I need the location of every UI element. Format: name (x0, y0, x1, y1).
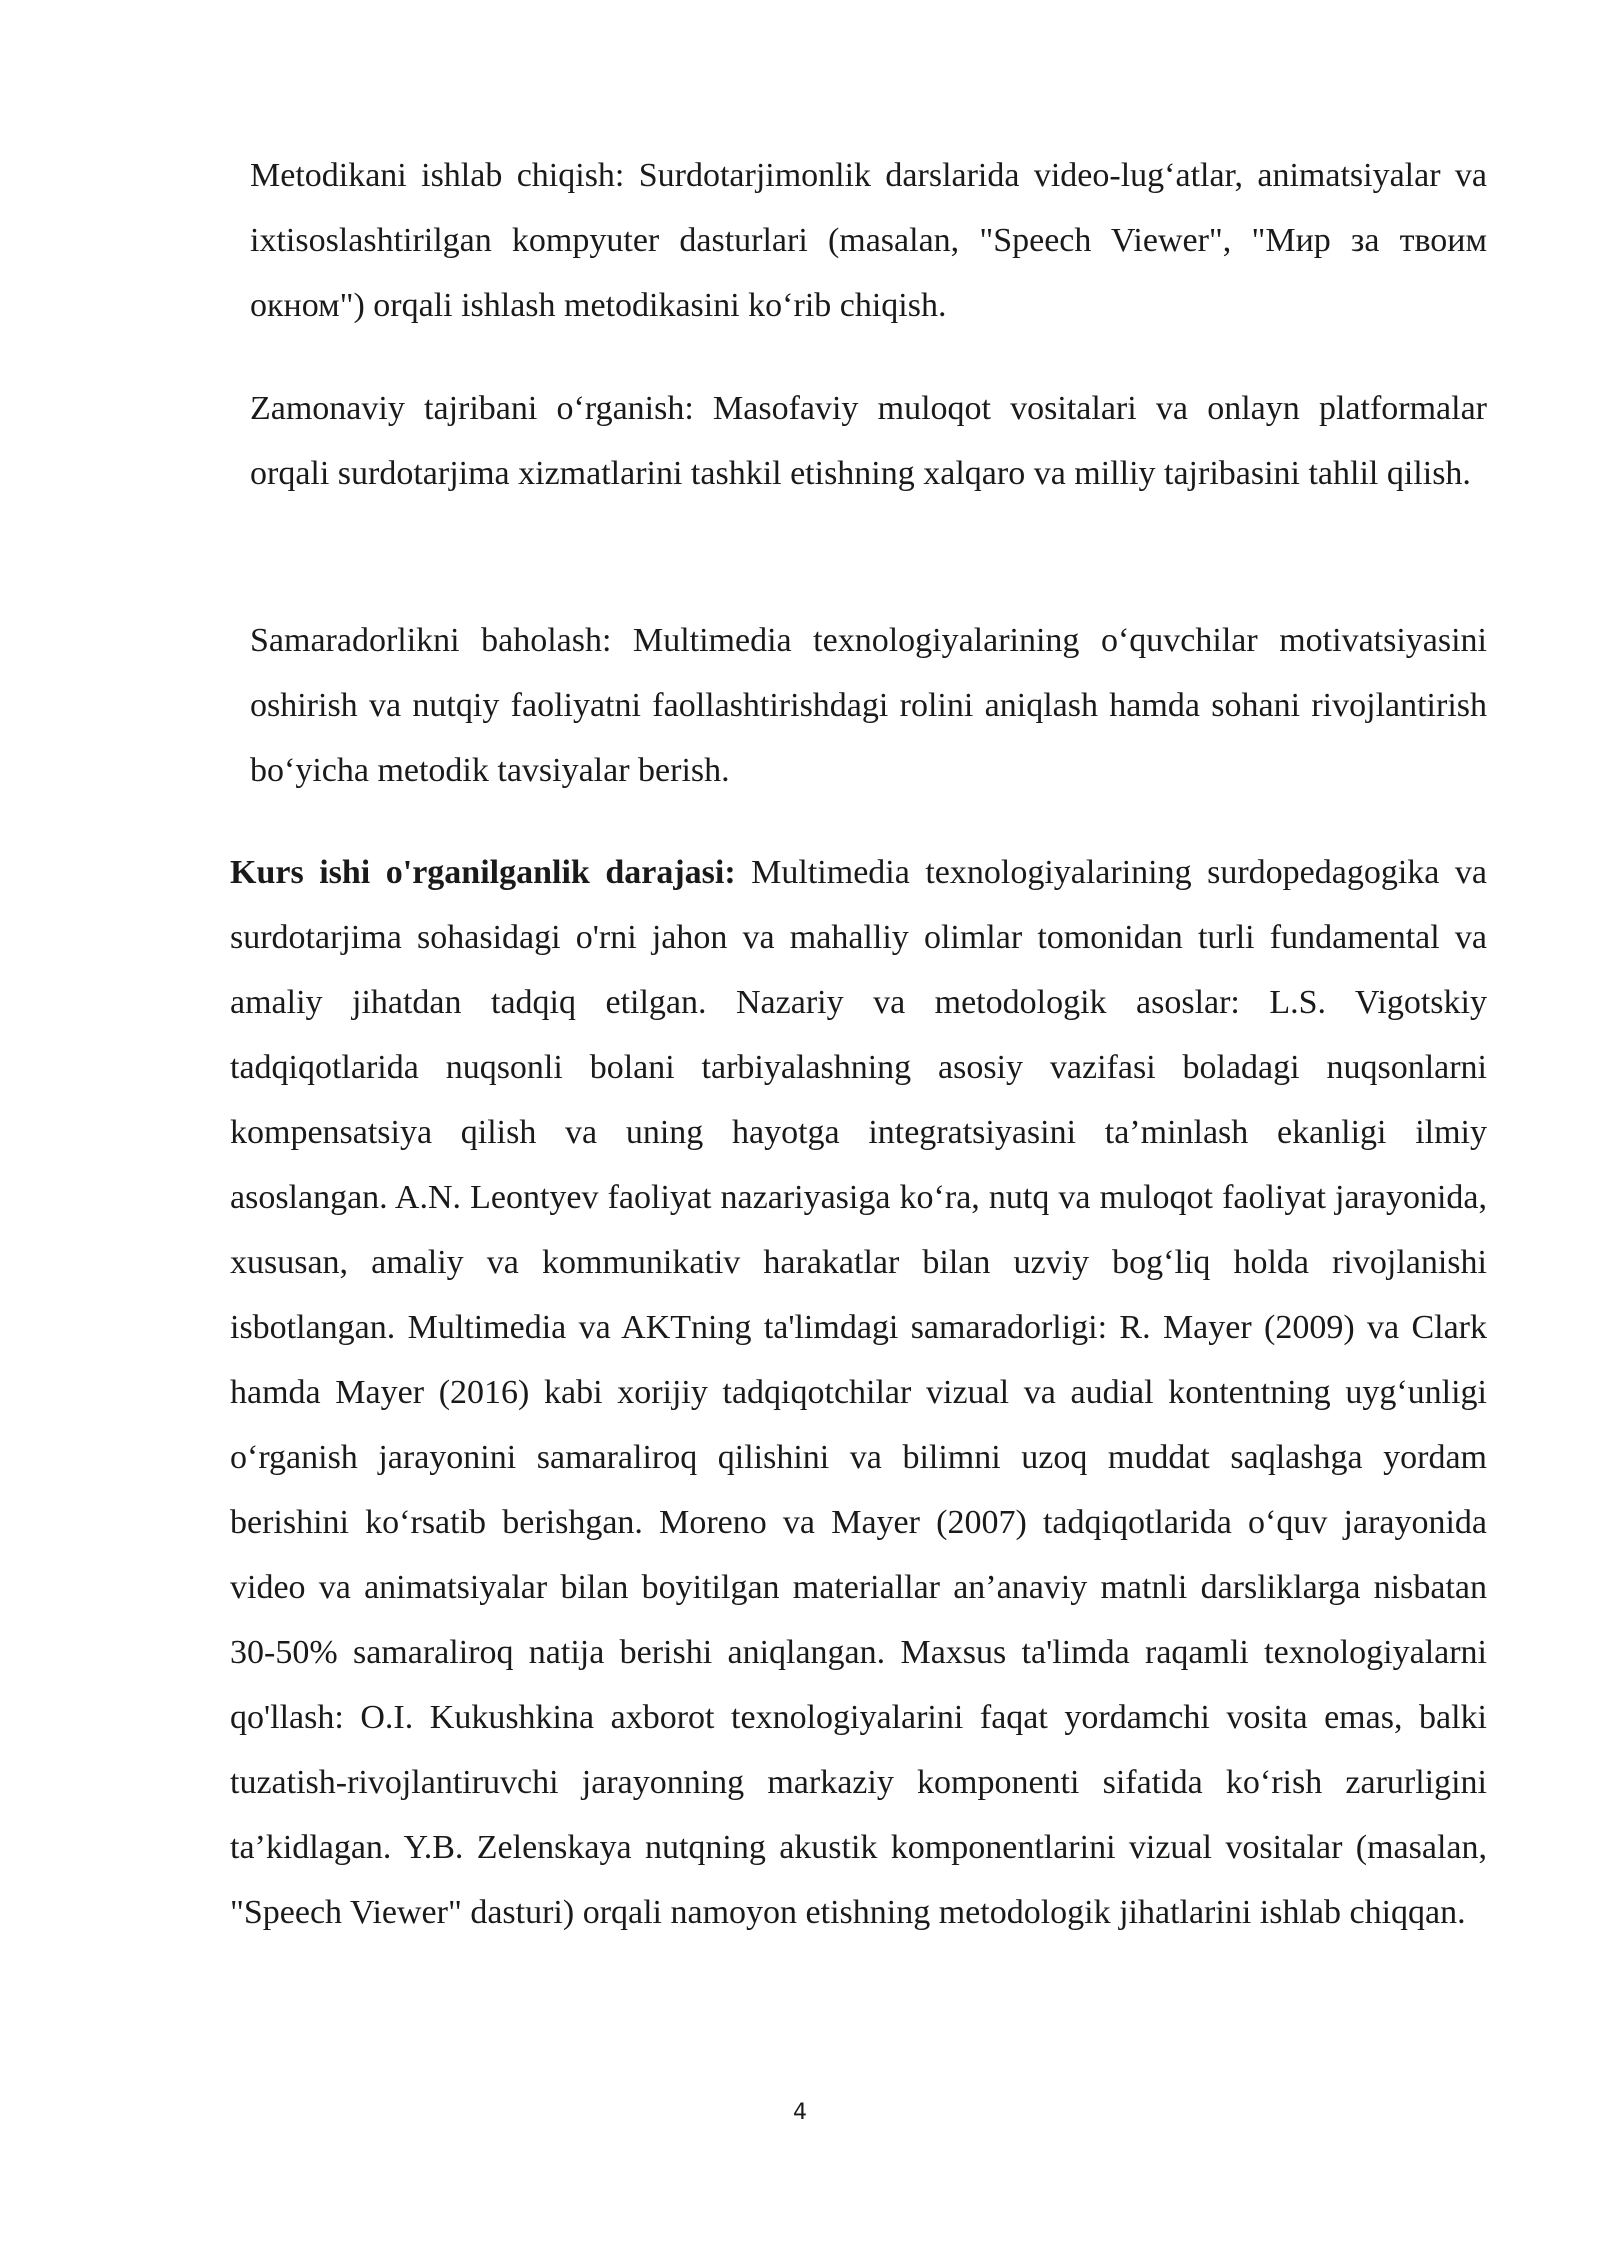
paragraph-study-level (230, 840, 1487, 1945)
page-number: 4 (793, 2100, 807, 2125)
paragraph-methodology: Metodikani ishlab chiqish: Surdotarjimonlik darslarida video-lug‘atlar, animatsiyalar va ixtisoslashtirilgan kompyuter dasturlari (masalan, "Speech Viewer", "Мир за твоим окном") orqali ishlash metodikasini ko‘rib chiqish. (250, 157, 1487, 324)
paragraph-modern-experience: Zamonaviy tajribani o‘rganish: Masofaviy muloqot vositalari va onlayn platformalar orqali surdotarjima xizmatlarini tashkil etishning xalqaro va milliy tajribasini tahlil qilish. (250, 390, 1487, 492)
section-lead-heading: Kurs ishi o'rganilganlik darajasi: (230, 854, 736, 891)
paragraph-effectiveness: Samaradorlikni baholash: Multimedia texnologiyalarining o‘quvchilar motivatsiyasini oshirish va nutqiy faoliyatni faollashtirishdagi rolini aniqlash hamda sohani rivojlantirish bo‘yicha metodik tavsiyalar berish. (250, 622, 1487, 789)
section-body-text: Multimedia texnologiyalarining surdopedagogika va surdotarjima sohasidagi o'rni jahon va mahalliy olimlar tomonidan turli fundamental va amaliy jihatdan tadqiq etilgan. Nazariy va metodologik asoslar: L.S. Vigotskiy tadqiqotlarida nuqsonli bolani tarbiyalashning asosiy vazifasi boladagi nuqsonlarni kompensatsiya qilish va uning hayotga integratsiyasini ta’minlash ekanligi ilmiy asoslangan. A.N. Leontyev faoliyat nazariyasiga ko‘ra, nutq va muloqot faoliyat jarayonida, xususan, amaliy va kommunikativ harakatlar bilan uzviy bog‘liq holda rivojlanishi isbotlangan. Multimedia va AKTning ta'limdagi samaradorligi: R. Mayer (2009) va Clark hamda Mayer (2016) kabi xorijiy tadqiqotchilar vizual va audial kontentning uyg‘unligi o‘rganish jarayonini samaraliroq qilishini va bilimni uzoq muddat saqlashga yordam berishini ko‘rsatib berishgan. Moreno va Mayer (2007) tadqiqotlarida o‘quv jarayonida video va animatsiyalar bilan boyitilgan materiallar an’anaviy matnli darsliklarga nisbatan 30-50% samaraliroq natija berishi aniqlangan. Maxsus ta'limda raqamli texnologiyalarni qo'llash: O.I. Kukushkina axborot texnologiyalarini faqat yordamchi vosita emas, balki tuzatish-rivojlantiruvchi jarayonning markaziy komponenti sifatida ko‘rish zarurligini ta’kidlagan. Y.B. Zelenskaya nutqning akustik komponentlarini vizual vositalar (masalan, "Speech Viewer" dasturi) orqali namoyon etishning metodologik jihatlarini ishlab chiqqan. (230, 854, 1488, 1931)
